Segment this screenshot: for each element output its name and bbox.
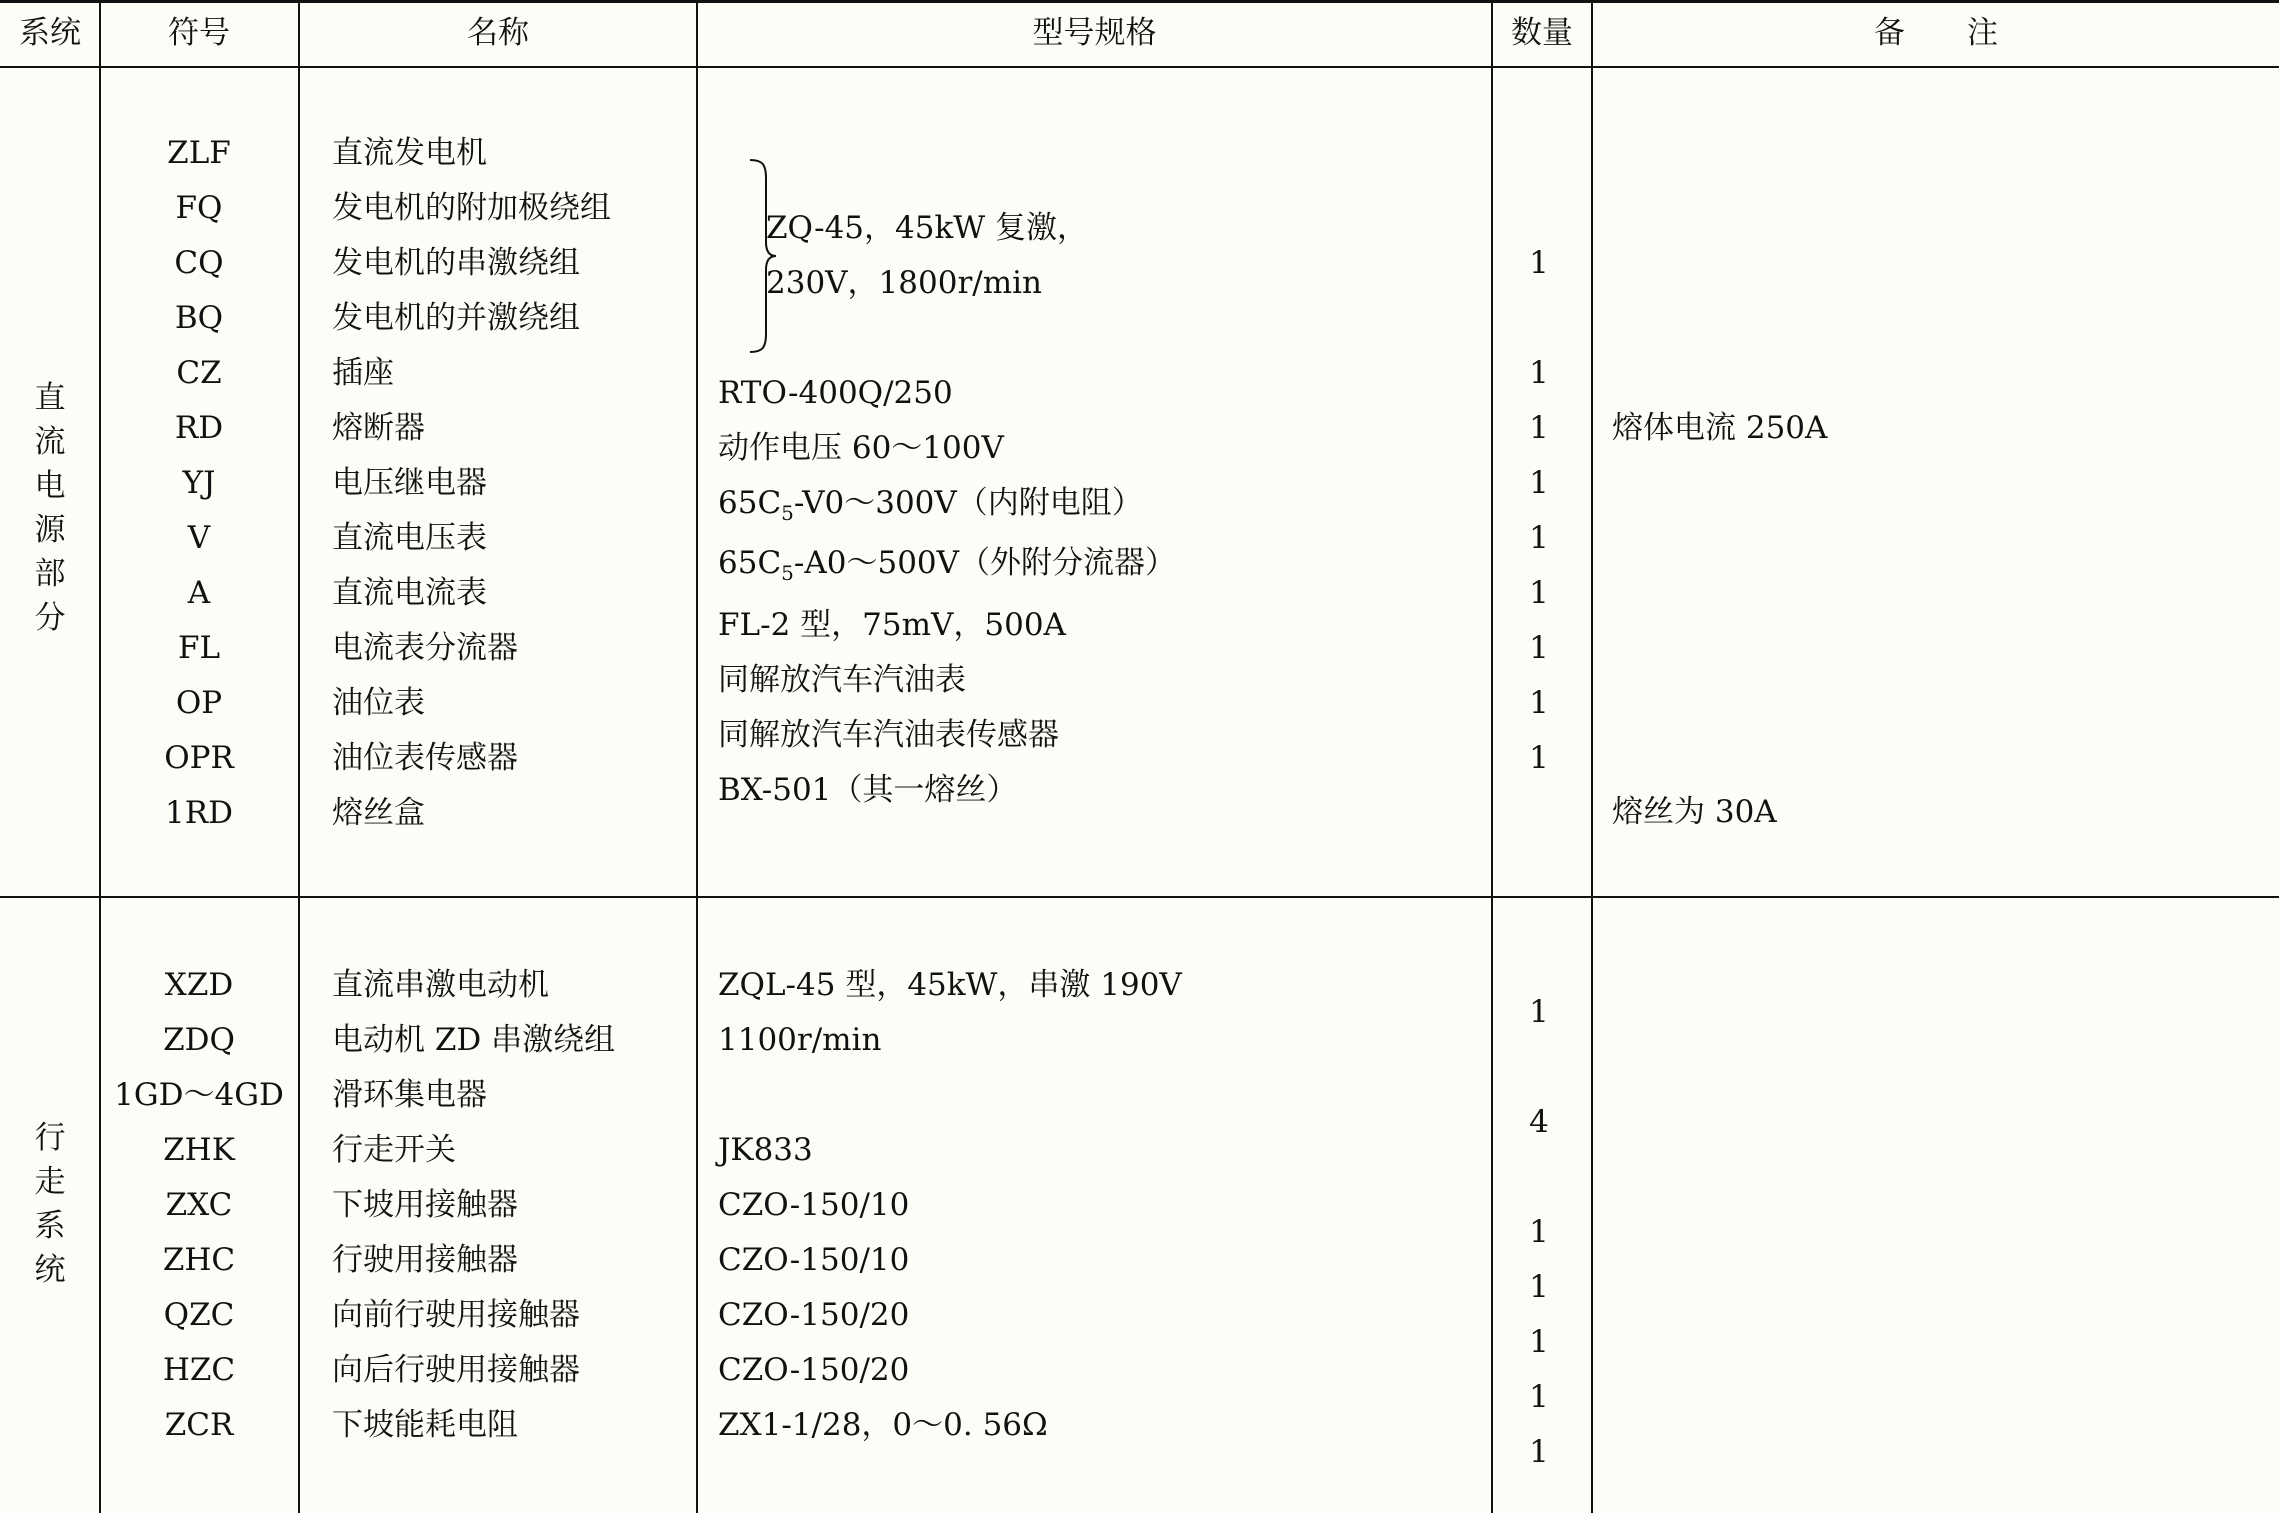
spec-text: RTO-400Q/250 (718, 375, 953, 411)
symbol-cell: FL (177, 630, 221, 666)
spec-group-line-2: 230V，1800r/min (766, 265, 1042, 301)
symbol-cell: ZXC (165, 1187, 233, 1223)
quantity-cell: 1 (1529, 1324, 1549, 1360)
spec-text: ZX1-1/28，0～0. 56Ω (718, 1407, 1048, 1443)
name-cell: 电压继电器 (332, 465, 487, 501)
name-cell: 熔断器 (332, 410, 425, 446)
name-cell: 下坡用接触器 (332, 1187, 518, 1223)
system-label-travel: 行 走 系 统 (34, 1120, 66, 1288)
quantity-cell: 1 (1529, 685, 1549, 721)
symbol-cell: ZLF (167, 135, 231, 171)
spec-text: 同解放汽车汽油表 (718, 662, 966, 698)
col-divider-2 (298, 0, 300, 1513)
quantity-cell: 1 (1529, 630, 1549, 666)
quantity-cell: 1 (1529, 1379, 1549, 1415)
remark-cell: 熔丝为 30A (1612, 794, 1777, 830)
col-divider-3 (696, 0, 698, 1513)
symbol-cell: YJ (182, 465, 216, 501)
spec-text: $65C_5-A0\sim 500V$（外附分流器） (718, 545, 1177, 586)
system-label-dc-power: 直 流 电 源 部 分 (34, 380, 66, 636)
symbol-cell: A (187, 575, 211, 611)
quantity-cell: 1 (1529, 355, 1549, 391)
spec-text: CZO-150/20 (718, 1352, 910, 1388)
name-cell: 下坡能耗电阻 (332, 1407, 518, 1443)
header-quantity: 数量 (1511, 15, 1573, 51)
section-divider (0, 896, 2279, 898)
spec-text: 同解放汽车汽油表传感器 (718, 717, 1059, 753)
name-cell: 直流电流表 (332, 575, 487, 611)
spec-text: FL-2 型，75mV，500A (718, 607, 1066, 643)
header-remarks: 备 注 (1874, 15, 1998, 51)
name-cell: 直流发电机 (332, 135, 487, 171)
symbol-cell: 1RD (165, 795, 233, 831)
symbol-cell: ZCR (164, 1407, 234, 1443)
brace-icon (748, 158, 778, 354)
name-cell: 向后行驶用接触器 (332, 1352, 580, 1388)
name-cell: 插座 (332, 355, 394, 391)
symbol-cell: ZHC (162, 1242, 236, 1278)
col-divider-5 (1591, 0, 1593, 1513)
quantity-cell: 1 (1529, 245, 1549, 281)
remark-cell: 熔体电流 250A (1612, 410, 1828, 446)
quantity-cell: 1 (1529, 520, 1549, 556)
name-cell: 滑环集电器 (332, 1077, 487, 1113)
symbol-cell: RD (174, 410, 224, 446)
symbol-cell: ZDQ (163, 1022, 235, 1058)
symbol-cell: 1GD～4GD (114, 1077, 284, 1113)
name-cell: 直流电压表 (332, 520, 487, 556)
quantity-cell: 1 (1529, 465, 1549, 501)
spec-text: ZQL-45 型，45kW，串激 190V (718, 967, 1182, 1003)
header-bottom-rule (0, 66, 2279, 68)
quantity-cell: 1 (1529, 740, 1549, 776)
spec-text: JK833 (718, 1132, 813, 1168)
name-cell: 直流串激电动机 (332, 967, 549, 1003)
name-cell: 发电机的附加极绕组 (332, 190, 611, 226)
symbol-cell: QZC (163, 1297, 235, 1333)
spec-text: 1100r/min (718, 1022, 882, 1058)
name-cell: 油位表 (332, 685, 425, 721)
name-cell: 电动机 ZD 串激绕组 (332, 1022, 616, 1058)
spec-text: BX-501（其一熔丝） (718, 772, 1018, 808)
name-cell: 发电机的并激绕组 (332, 300, 580, 336)
symbol-cell: BQ (174, 300, 224, 336)
quantity-cell: 1 (1529, 1269, 1549, 1305)
quantity-cell: 1 (1529, 994, 1549, 1030)
quantity-cell: 1 (1529, 1434, 1549, 1470)
symbol-cell: OP (175, 685, 223, 721)
name-cell: 向前行驶用接触器 (332, 1297, 580, 1333)
spec-text: CZO-150/20 (718, 1297, 910, 1333)
name-cell: 电流表分流器 (332, 630, 518, 666)
header-system: 系统 (19, 15, 81, 51)
symbol-cell: FQ (175, 190, 223, 226)
name-cell: 熔丝盒 (332, 795, 425, 831)
quantity-cell: 1 (1529, 410, 1549, 446)
symbol-cell: ZHK (163, 1132, 235, 1168)
spec-text: $65C_5-V0\sim 300V$（内附电阻） (718, 485, 1143, 526)
spec-group-line-1: ZQ-45，45kW 复激， (766, 210, 1088, 246)
symbol-cell: V (187, 520, 211, 556)
spec-text: 动作电压 60～100V (718, 430, 1004, 466)
spec-text: CZO-150/10 (718, 1242, 910, 1278)
symbol-cell: HZC (162, 1352, 236, 1388)
name-cell: 行走开关 (332, 1132, 456, 1168)
quantity-cell: 1 (1529, 575, 1549, 611)
quantity-cell: 1 (1529, 1214, 1549, 1250)
header-symbol: 符号 (168, 15, 230, 51)
symbol-cell: OPR (164, 740, 234, 776)
symbol-cell: XZD (164, 967, 234, 1003)
symbol-cell: CZ (176, 355, 222, 391)
name-cell: 发电机的串激绕组 (332, 245, 580, 281)
name-cell: 行驶用接触器 (332, 1242, 518, 1278)
header-name: 名称 (467, 15, 529, 51)
spec-text: CZO-150/10 (718, 1187, 910, 1223)
quantity-cell: 4 (1529, 1104, 1549, 1140)
header-spec: 型号规格 (1032, 15, 1157, 51)
symbol-cell: CQ (174, 245, 224, 281)
name-cell: 油位表传感器 (332, 740, 518, 776)
